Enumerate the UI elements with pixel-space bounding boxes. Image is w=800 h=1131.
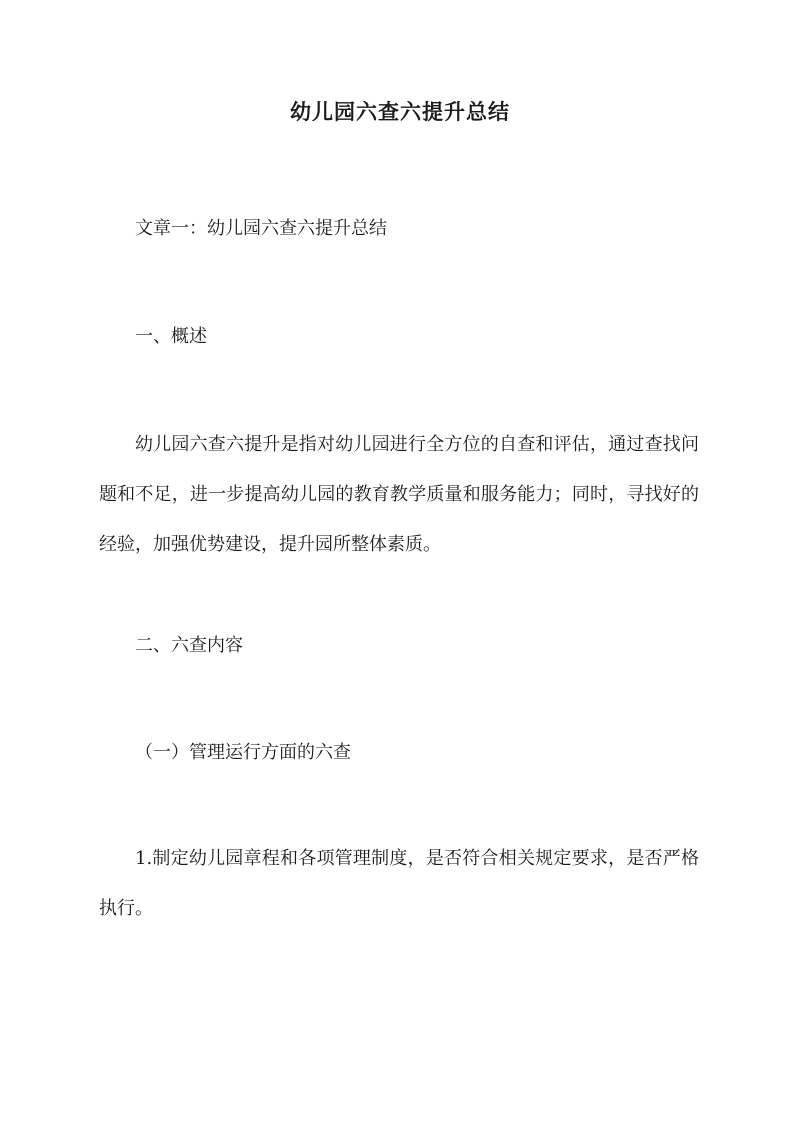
document-title: 幼儿园六查六提升总结	[290, 99, 510, 124]
list-item-1: 1.制定幼儿园章程和各项管理制度，是否符合相关规定要求，是否严格执行。	[99, 848, 699, 919]
section-heading-overview: 一、概述	[135, 326, 207, 347]
section-heading-six-checks: 二、六查内容	[135, 635, 243, 656]
subsection-heading-management: （一）管理运行方面的六查	[135, 742, 351, 763]
article-label: 文章一：幼儿园六查六提升总结	[135, 218, 387, 239]
overview-paragraph: 幼儿园六查六提升是指对幼儿园进行全方位的自查和评估，通过查找问题和不足，进一步提高幼儿园的教育教学质量和服务能力；同时，寻找好的经验，加强优势建设，提升园所整体素质。	[99, 434, 699, 555]
